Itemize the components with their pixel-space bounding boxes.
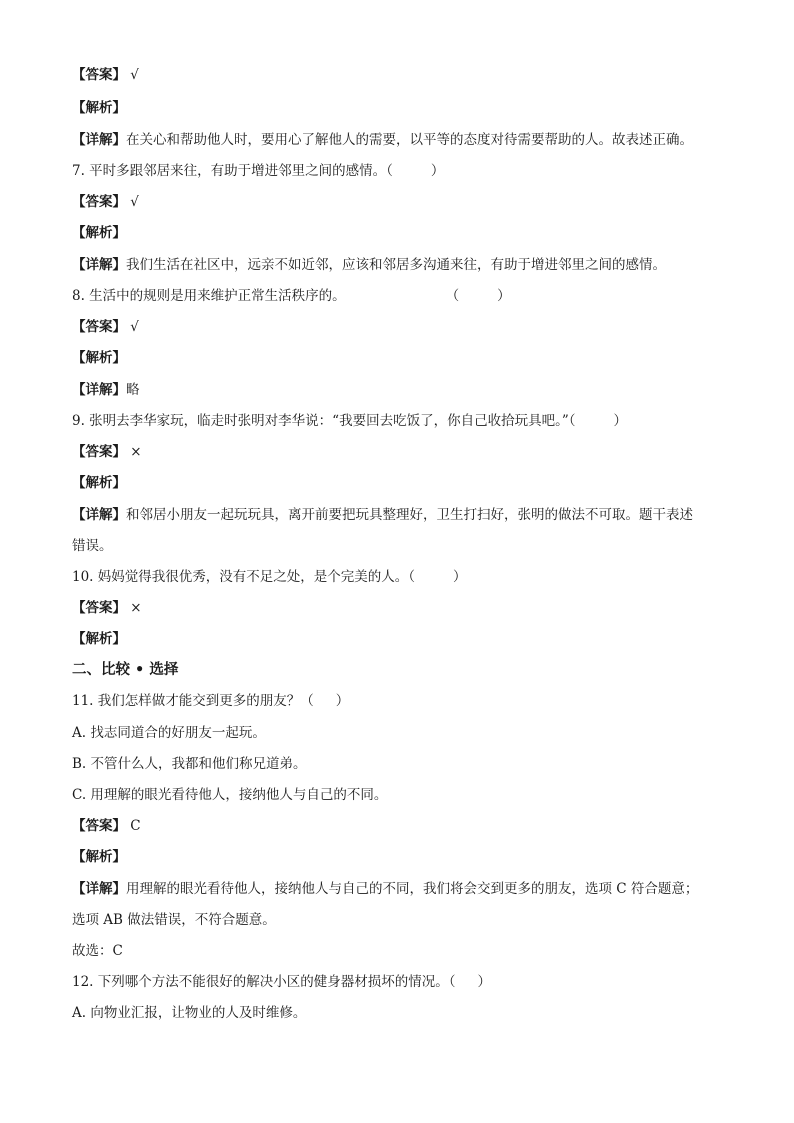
- paren-close: ）: [497, 288, 511, 304]
- question-text: 11. 我们怎样做才能交到更多的朋友？（: [72, 693, 314, 709]
- q10-analysis-line: [72, 629, 722, 649]
- answer-value: √: [130, 194, 139, 210]
- detail-text: 略: [126, 382, 140, 398]
- prev-analysis-line: [72, 98, 722, 118]
- q7-detail-line: [72, 255, 722, 275]
- q11-analysis-line: [72, 847, 722, 867]
- prev-detail-line: [72, 130, 722, 150]
- q8-answer-line: [72, 317, 722, 337]
- detail-text: 选项 AB 做法错误，不符合题意。: [72, 912, 276, 928]
- q12-stem: [72, 972, 722, 992]
- q11-option-c: C. 用理解的眼光看待他人，接纳他人与自己的不同。: [72, 787, 388, 803]
- q11-stem: [72, 691, 722, 711]
- analysis-label: 【解析】: [72, 225, 126, 241]
- detail-label: 【详解】: [72, 257, 126, 273]
- q11-choose-line: [72, 941, 722, 961]
- detail-label: 【详解】: [72, 132, 126, 148]
- question-text: 12. 下列哪个方法不能很好的解决小区的健身器材损坏的情况。（: [72, 974, 456, 990]
- answer-label: 【答案】: [72, 818, 126, 834]
- detail-text: 在关心和帮助他人时，要用心了解他人的需要，以平等的态度对待需要帮助的人。故表述正确。: [126, 132, 693, 148]
- q9-stem: [72, 411, 722, 431]
- analysis-label: 【解析】: [72, 350, 126, 366]
- question-text: 9. 张明去李华家玩，临走时张明对李华说：“我要回去吃饭了，你自己收拾玩具吧。”（: [72, 413, 576, 429]
- answer-label: 【答案】: [72, 444, 126, 460]
- detail-text: 我们生活在社区中，远亲不如近邻，应该和邻居多沟通来往，有助于增进邻里之间的感情。: [126, 257, 666, 273]
- q9-detail-line: [72, 505, 722, 525]
- answer-value: √: [130, 67, 139, 83]
- paren-open: （: [445, 288, 460, 304]
- section-heading: 二、比较 • 选择: [72, 661, 179, 678]
- question-text: 8. 生活中的规则是用来维护正常生活秩序的。: [72, 288, 346, 304]
- prev-answer-line: [72, 65, 722, 85]
- paren-close: ）: [453, 569, 467, 585]
- answer-label: 【答案】: [72, 600, 126, 616]
- paren-close: ）: [613, 413, 627, 429]
- q12-option-a: A. 向物业汇报，让物业的人及时维修。: [72, 1005, 307, 1021]
- question-text: 7. 平时多跟邻居来往，有助于增进邻里之间的感情。（: [72, 163, 393, 179]
- question-text: 10. 妈妈觉得我很优秀，没有不足之处，是个完美的人。（: [72, 569, 416, 585]
- analysis-label: 【解析】: [72, 631, 126, 647]
- answer-value: ×: [130, 600, 142, 616]
- q8-detail-line: [72, 380, 722, 400]
- q10-answer-line: [72, 598, 722, 618]
- answer-value: ×: [130, 444, 142, 460]
- q11-option-b: B. 不管什么人，我都和他们称兄道弟。: [72, 756, 307, 772]
- q8-stem: [72, 286, 722, 306]
- answer-label: 【答案】: [72, 67, 126, 83]
- detail-label: 【详解】: [72, 382, 126, 398]
- q7-stem: [72, 161, 722, 181]
- q7-answer-line: [72, 192, 722, 212]
- detail-label: 【详解】: [72, 507, 126, 523]
- q9-analysis-line: [72, 473, 722, 493]
- paren-close: ）: [430, 163, 445, 179]
- q11-detail-line: [72, 879, 722, 899]
- paren-close: ）: [477, 974, 492, 990]
- q9-answer-line: [72, 442, 722, 462]
- answer-label: 【答案】: [72, 319, 126, 335]
- analysis-label: 【解析】: [72, 475, 126, 491]
- paren-close: ）: [335, 693, 350, 709]
- answer-value: √: [130, 319, 139, 335]
- detail-text: 用理解的眼光看待他人，接纳他人与自己的不同，我们将会交到更多的朋友，选项 C 符合题意；: [126, 881, 699, 897]
- q7-analysis-line: [72, 223, 722, 243]
- detail-text: 和邻居小朋友一起玩玩具，离开前要把玩具整理好，卫生打扫好，张明的做法不可取。题干表述: [126, 507, 693, 523]
- q11-detail-continued: [72, 910, 722, 930]
- detail-label: 【详解】: [72, 881, 126, 897]
- q10-stem: [72, 567, 722, 587]
- choose-value: C: [112, 943, 123, 959]
- analysis-label: 【解析】: [72, 849, 126, 865]
- choose-label: 故选：: [72, 943, 113, 959]
- q8-analysis-line: [72, 348, 722, 368]
- q11-option-a: A. 找志同道合的好朋友一起玩。: [72, 725, 266, 741]
- q11-answer-line: [72, 816, 722, 836]
- answer-value: C: [130, 818, 141, 834]
- answer-label: 【答案】: [72, 194, 126, 210]
- q9-detail-continued: [72, 536, 722, 556]
- analysis-label: 【解析】: [72, 100, 126, 116]
- detail-text: 错误。: [72, 538, 113, 554]
